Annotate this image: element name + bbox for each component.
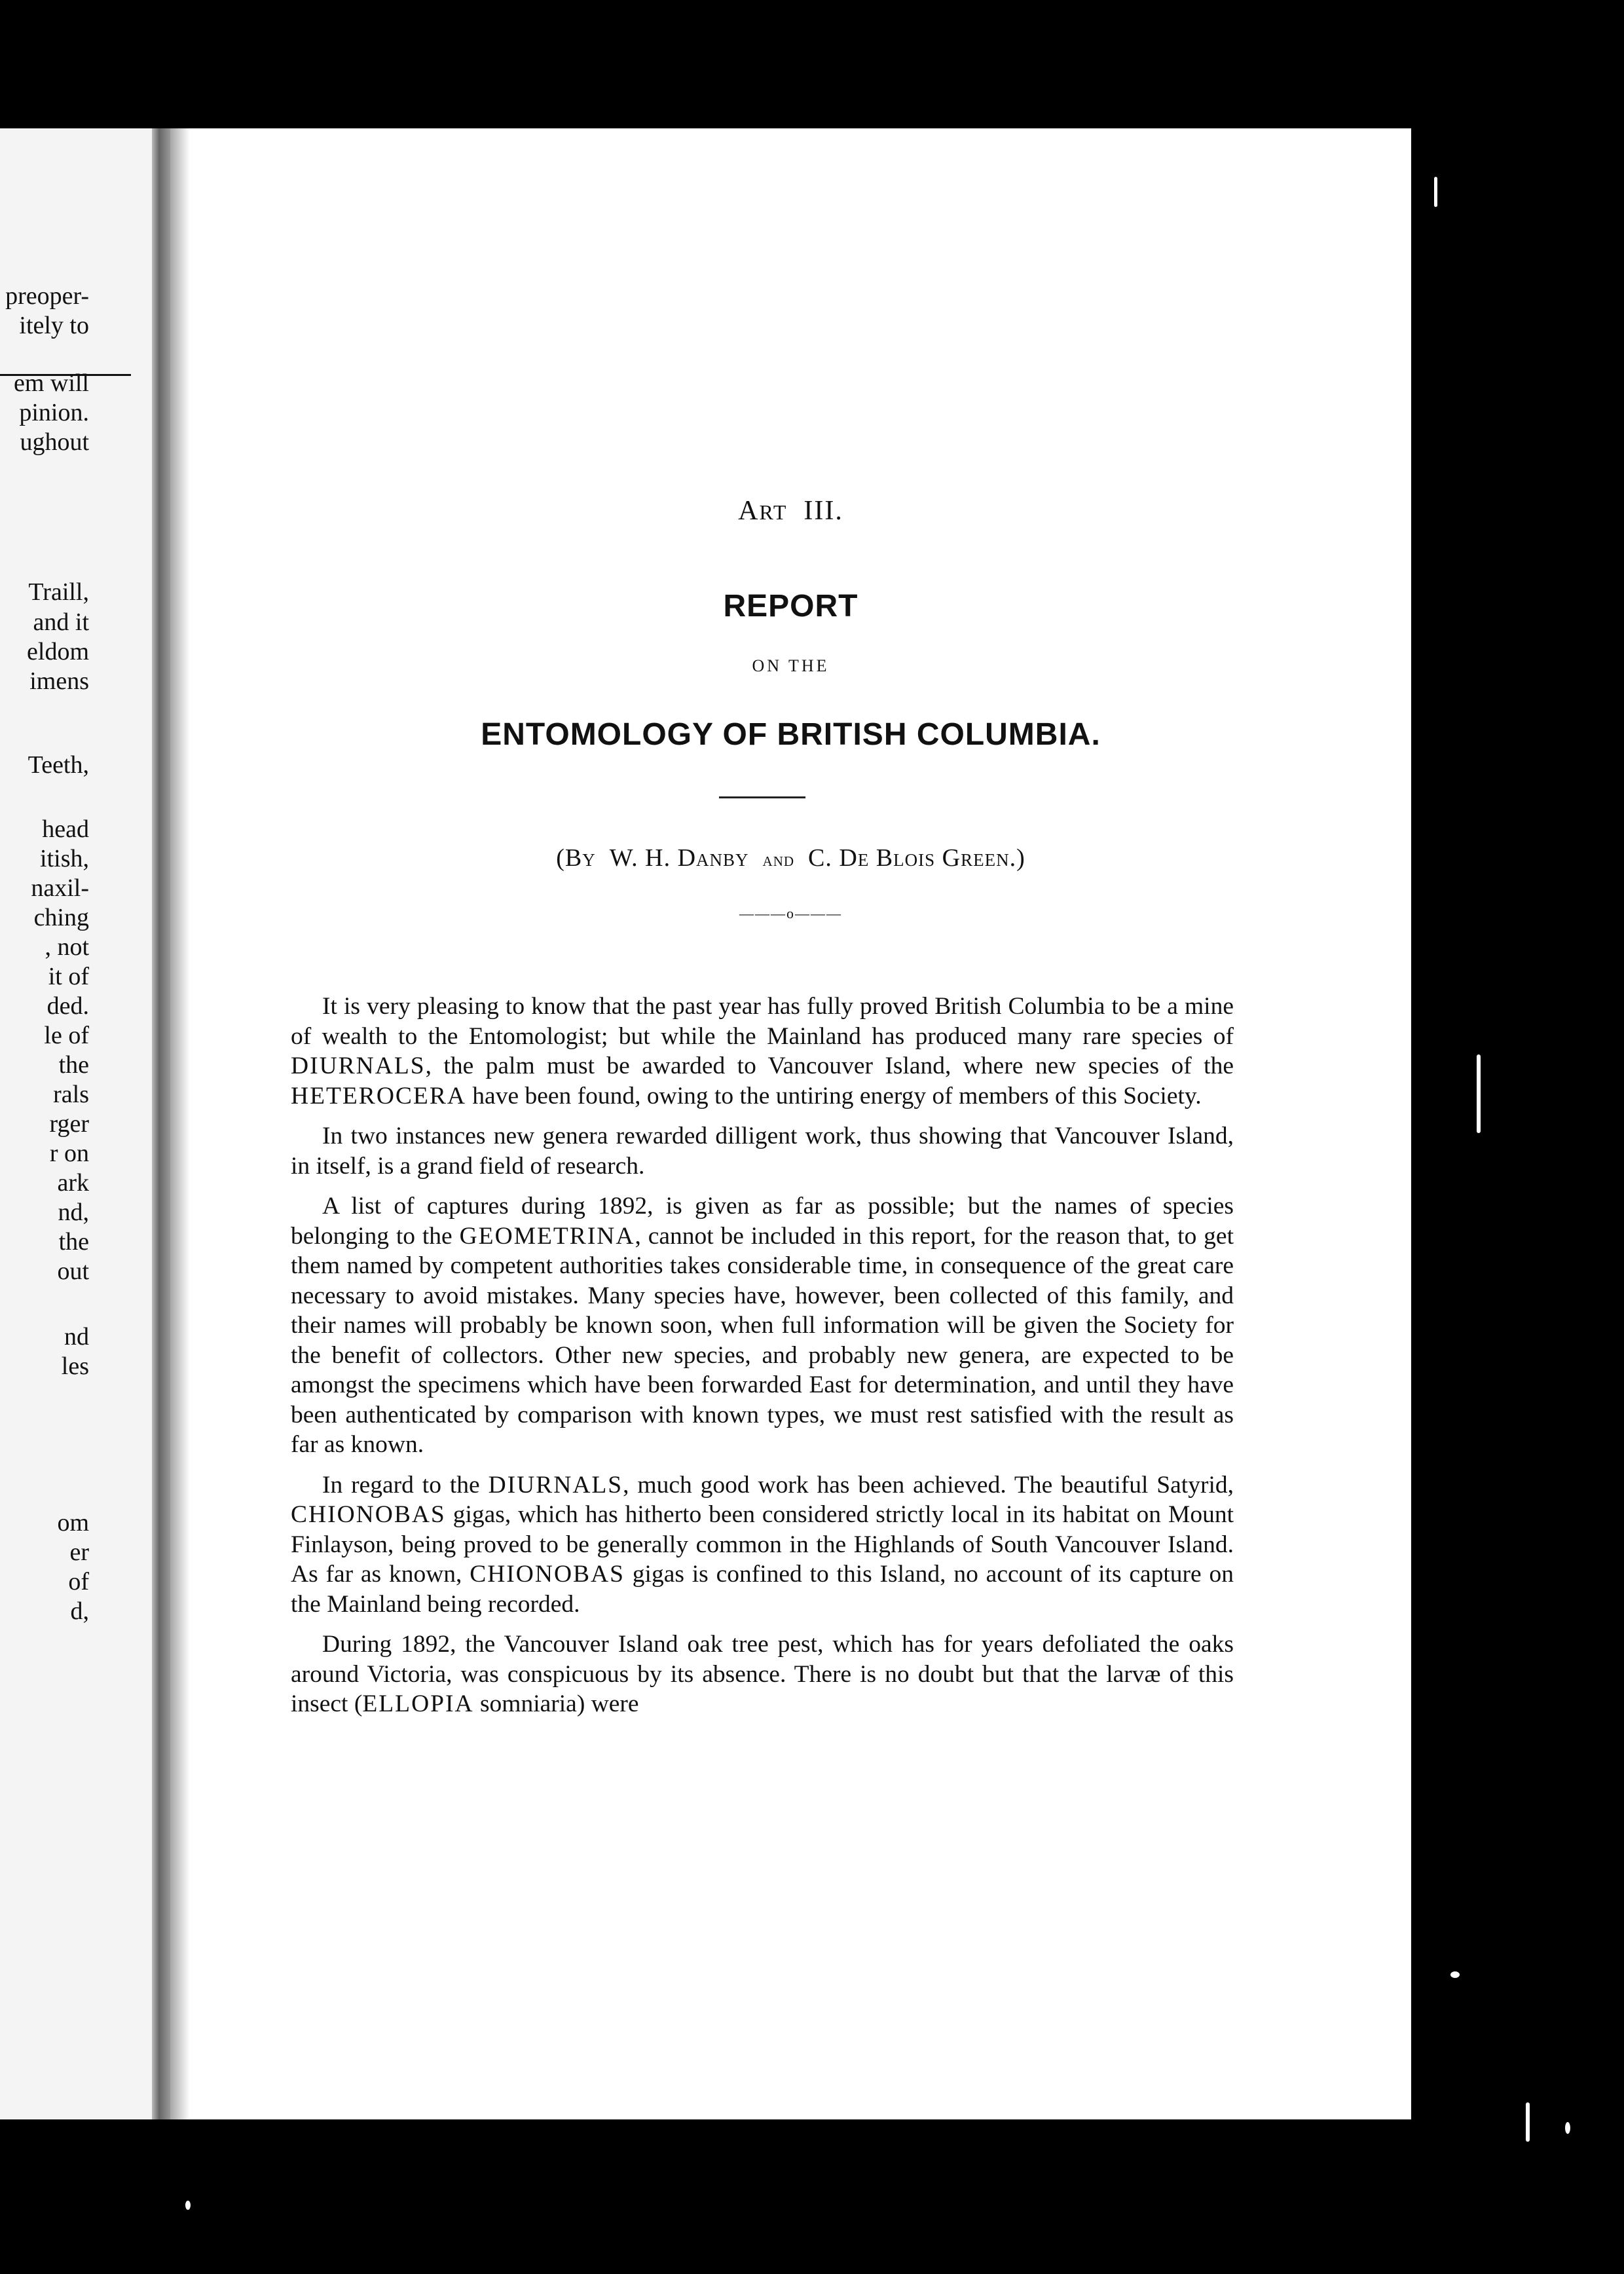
left-page-fragment: d,	[70, 1597, 89, 1625]
left-page-fragment: itish,	[40, 845, 89, 872]
left-page-fragment: Teeth,	[28, 751, 89, 779]
scan-speck	[185, 2201, 191, 2210]
ornament-divider: ———o———	[739, 905, 842, 922]
left-page-fragment: Traill,	[28, 578, 89, 606]
p1-text-c: have been found, owing to the untiring energy of members of this Society.	[466, 1082, 1202, 1109]
left-page-fragment: nd,	[58, 1199, 89, 1226]
p1-heterocera: HETEROCERA	[291, 1082, 466, 1109]
report-title: REPORT	[723, 589, 858, 624]
p5-ellopia: ELLOPIA	[362, 1690, 474, 1717]
document-page	[170, 128, 1411, 2119]
left-page-fragment: head	[42, 815, 89, 843]
p4-text-c: gigas, which has hitherto been considered strictly local in its habitat on Mount Finlayson, being proved to be generally common in the Highlands of South Vancouver Island. As far as known,	[291, 1501, 1234, 1588]
left-page-fragment: naxil-	[31, 874, 89, 902]
byline-author-2: C. De Blois Green.	[808, 844, 1017, 872]
byline-open-paren: (	[556, 844, 565, 872]
byline-by: By	[564, 844, 596, 872]
p4-text-a: In regard to the	[322, 1471, 489, 1499]
left-page-fragment: rger	[49, 1110, 89, 1138]
left-page-fragment: and it	[33, 608, 89, 636]
article-body	[291, 992, 1234, 1730]
p3-geometrina: GEOMETRINA	[459, 1222, 635, 1250]
article-number-initial: A	[738, 496, 760, 526]
scan-speck	[1477, 1054, 1481, 1133]
byline-author-1: W. H. Danby	[609, 844, 749, 872]
left-page-fragment: rals	[53, 1081, 89, 1108]
left-page-fragment: ching	[33, 904, 89, 931]
p1-text-b: , the palm must be awarded to Vancouver Island, where new species of the	[425, 1053, 1234, 1079]
left-page-fragment: ded.	[46, 992, 89, 1020]
left-page-fragment: out	[57, 1258, 89, 1285]
article-number-rest: RT	[759, 500, 788, 524]
paragraph-5	[291, 1630, 1234, 1719]
left-page-fragment: the	[58, 1228, 89, 1256]
left-page-fragment: nd	[64, 1323, 89, 1351]
scan-speck	[1565, 2122, 1570, 2134]
p1-text-a: It is very pleasing to know that the past year has fully proved British Columbia to be a mine of wealth to the Entomologist; but while the Mainland has produced many rare species of	[291, 993, 1234, 1050]
left-facing-page	[0, 128, 152, 2119]
scan-speck	[1434, 177, 1437, 207]
p4-chionobas-1: CHIONOBAS	[291, 1501, 446, 1528]
title-divider-rule	[719, 796, 805, 798]
on-the-subtitle: ON THE	[752, 656, 830, 675]
p4-text-d: gigas is confined to this Island, no account of its capture on the Mainland being recorded.	[291, 1561, 1234, 1618]
p4-text-b: , much good work has been achieved. The beautiful Satyrid,	[623, 1471, 1234, 1499]
p4-diurnals: DIURNALS	[488, 1471, 623, 1499]
left-page-fragment: em will	[13, 369, 89, 397]
p1-diurnals: DIURNALS	[291, 1053, 426, 1079]
byline-and: and	[762, 849, 795, 870]
left-page-fragment: les	[61, 1352, 89, 1380]
left-page-fragment: of	[68, 1568, 89, 1595]
subject-title: ENTOMOLOGY OF BRITISH COLUMBIA.	[481, 717, 1101, 752]
article-number	[170, 495, 1411, 527]
left-page-fragment: the	[58, 1051, 89, 1079]
left-page-fragment: ughout	[20, 428, 89, 456]
paragraph-1	[291, 992, 1234, 1111]
left-page-fragment: eldom	[27, 638, 89, 665]
paragraph-2: In two instances new genera rewarded dilligent work, thus showing that Vancouver Island, in itself, is a grand field of research.	[291, 1123, 1234, 1180]
left-page-fragment: itely to	[19, 312, 89, 339]
left-page-fragment: ark	[57, 1169, 89, 1197]
paragraph-3	[291, 1191, 1234, 1460]
p4-chionobas-2: CHIONOBAS	[470, 1561, 625, 1588]
byline-close-paren: )	[1016, 844, 1025, 872]
scan-speck	[1450, 1971, 1460, 1978]
scan-speck	[1526, 2102, 1530, 2142]
page-inner-shadow	[170, 128, 190, 2119]
left-page-fragment: er	[69, 1538, 89, 1566]
paragraph-4	[291, 1470, 1234, 1620]
left-page-fragment: le of	[44, 1022, 89, 1049]
left-page-fragment: it of	[48, 963, 89, 990]
author-byline	[170, 844, 1411, 872]
p3-text-a: A list of captures during 1892, is given as far as possible; but the names of species belonging to the	[291, 1193, 1234, 1250]
left-page-fragment: pinion.	[19, 399, 89, 426]
p3-text-b: , cannot be included in this report, for the reason that, to get them named by competent authorities takes considerable time, in consequence of the great care necessary to avoid mistakes. Many species have, however, been collected of this family, and their names will probably be known soon, when full information will be given the Society for the benefit of collectors. Other new species, and probably new genera, are expected to be amongst the specimens which have been forwarded East for determination, and until they have been authenticated by comparison with known types, we must rest satisfied with the result as far as known.	[291, 1222, 1234, 1458]
p5-text-b: somniaria) were	[473, 1690, 639, 1717]
left-page-fragment: , not	[45, 933, 89, 961]
p5-text-a: During 1892, the Vancouver Island oak tree pest, which has for years defoliated the oaks around Victoria, was conspicuous by its absence. There is no doubt but that the larvæ of this insect (	[291, 1631, 1234, 1717]
book-gutter	[152, 128, 170, 2119]
left-page-fragment: imens	[29, 667, 89, 695]
left-page-fragment: om	[57, 1509, 89, 1537]
article-roman-numeral: III.	[803, 496, 843, 526]
scan-speck	[1315, 1344, 1318, 1347]
left-page-fragment: preoper-	[5, 282, 89, 310]
left-page-fragment: r on	[49, 1140, 89, 1167]
